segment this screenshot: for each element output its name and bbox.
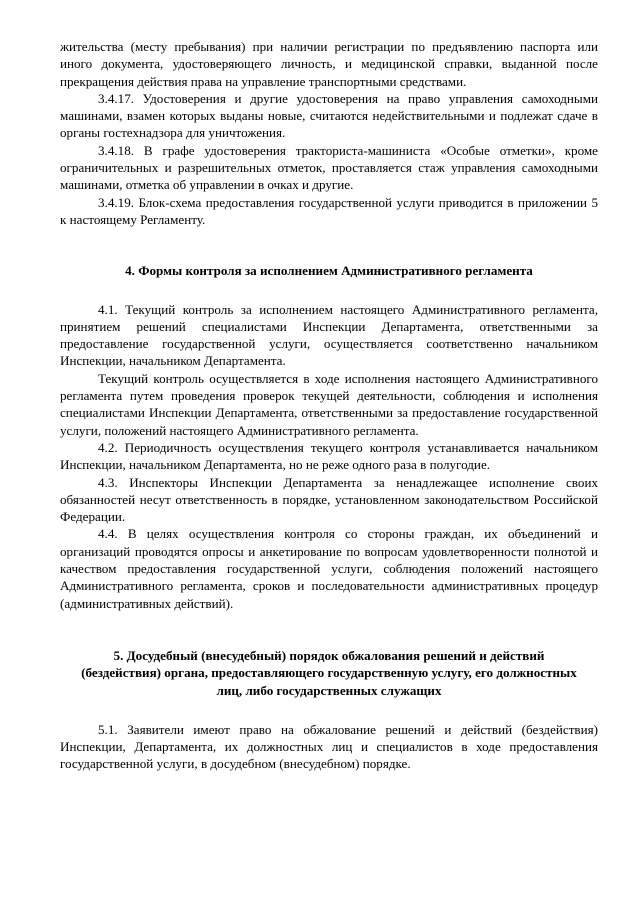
section-5-title: 5. Досудебный (внесудебный) порядок обжалования решений и действий (бездействия) органа, предоставляющего государственную услугу, его должностных лиц, либо государственных служащих <box>81 647 577 698</box>
document-page <box>60 38 598 773</box>
paragraph: 3.4.17. Удостоверения и другие удостоверения на право управления самоходными машинами, взамен которых выданы новые, считаются недействительными и подлежат сдаче в органы гостехнадзора для уничтожения. <box>60 90 598 141</box>
paragraph: 4.4. В целях осуществления контроля со стороны граждан, их объединений и организаций проводятся опросы и анкетирование по вопросам удовлетворенности полнотой и качеством предоставления государственной услуги, соблюдения положений настоящего Административного регламента, сроков и последовательности административных процедур (административных действий). <box>60 526 598 611</box>
paragraph: 4.3. Инспекторы Инспекции Департамента за ненадлежащее исполнение своих обязанностей несут ответственность в порядке, установленном законодательством Российской Федерации. <box>60 474 598 525</box>
paragraph: 3.4.18. В графе удостоверения тракториста-машиниста «Особые отметки», кроме ограничительных и разрешительных отметок, проставляется стаж управления самоходными машинами, отметка об управлении в очках и другие. <box>60 142 598 193</box>
paragraph: 4.2. Периодичность осуществления текущего контроля устанавливается начальником Инспекции, начальником Департамента, но не реже одного раза в полугодие. <box>60 439 598 473</box>
paragraph: 5.1. Заявители имеют право на обжалование решений и действий (бездействия) Инспекции, Департамента, их должностных лиц и специалистов в ходе предоставления государственной услуги, в досудебном (внесудебном) порядке. <box>60 721 598 772</box>
section-4-title: 4. Формы контроля за исполнением Административного регламента <box>125 263 533 279</box>
paragraph: Текущий контроль осуществляется в ходе исполнения настоящего Административного регламента путем проведения проверок текущей деятельности, соблюдения и исполнения специалистами Инспекции Департамента, ответственными за предоставление государственной услуги, положений настоящего Административного регламента. <box>60 370 598 438</box>
paragraph: 4.1. Текущий контроль за исполнением настоящего Административного регламента, принятием решений специалистами Инспекции Департамента, ответственными за предоставление государственной услуги, осуществляется соответственно начальником Инспекции, начальником Департамента. <box>60 301 598 369</box>
paragraph: жительства (месту пребывания) при наличии регистрации по предъявлению паспорта или иного документа, удостоверяющего личность, и медицинской справки, выданной после прекращения действия права на управление транспортными средствами. <box>60 39 598 89</box>
paragraph: 3.4.19. Блок-схема предоставления государственной услуги приводится в приложении 5 к настоящему Регламенту. <box>60 194 598 227</box>
